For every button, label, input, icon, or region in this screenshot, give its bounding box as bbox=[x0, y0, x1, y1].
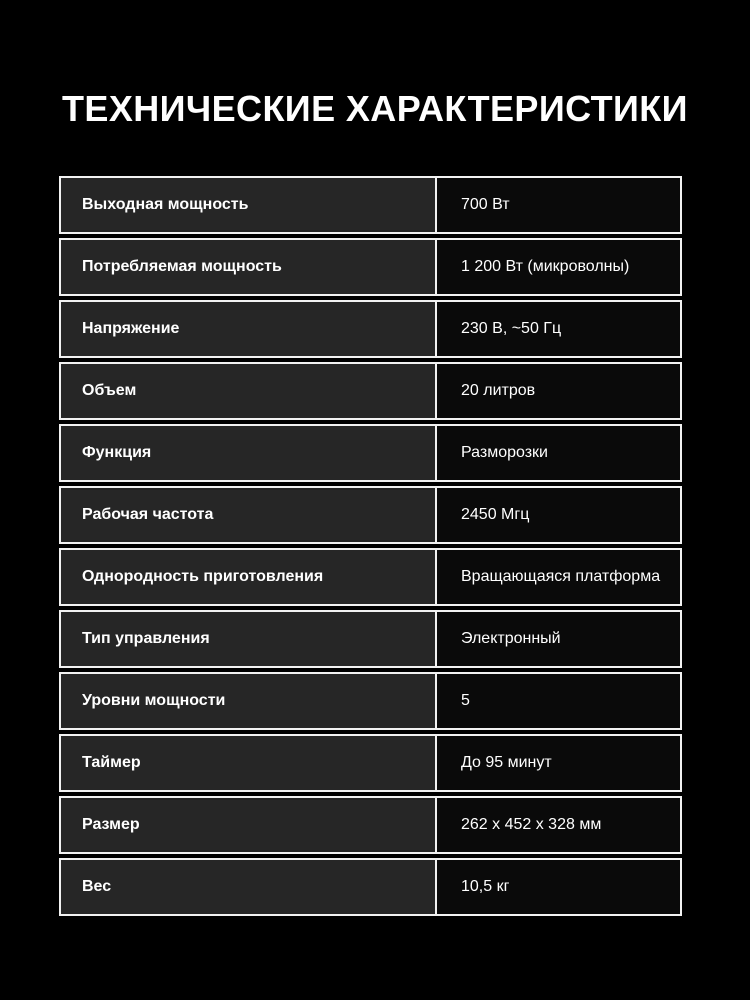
table-row bbox=[59, 672, 682, 730]
table-row bbox=[59, 300, 682, 358]
spec-value: 230 В, ~50 Гц bbox=[461, 320, 562, 337]
table-row bbox=[59, 858, 682, 916]
spec-value-cell bbox=[435, 736, 680, 790]
spec-value-cell bbox=[435, 550, 680, 604]
spec-value-cell bbox=[435, 488, 680, 542]
spec-value-cell bbox=[435, 302, 680, 356]
spec-label: Тип управления bbox=[82, 630, 210, 647]
spec-value-cell bbox=[435, 240, 680, 294]
spec-value: До 95 минут bbox=[461, 754, 552, 771]
spec-value: Вращающаяся платформа bbox=[461, 568, 661, 585]
table-row bbox=[59, 424, 682, 482]
spec-value-cell bbox=[435, 798, 680, 852]
spec-value: 20 литров bbox=[461, 382, 536, 399]
spec-label: Вес bbox=[82, 878, 112, 895]
table-row bbox=[59, 610, 682, 668]
spec-label-cell bbox=[61, 550, 435, 604]
spec-label: Однородность приготовления bbox=[82, 568, 324, 585]
spec-label: Объем bbox=[82, 382, 137, 399]
spec-label-cell bbox=[61, 302, 435, 356]
spec-value: Разморозки bbox=[461, 444, 548, 461]
spec-label-cell bbox=[61, 736, 435, 790]
spec-label: Размер bbox=[82, 816, 140, 833]
spec-value-cell bbox=[435, 860, 680, 914]
spec-value-cell bbox=[435, 612, 680, 666]
spec-table bbox=[59, 176, 682, 916]
spec-value: 700 Вт bbox=[461, 196, 510, 213]
page-title: ТЕХНИЧЕСКИЕ ХАРАКТЕРИСТИКИ bbox=[62, 88, 688, 129]
table-row bbox=[59, 238, 682, 296]
spec-value: Электронный bbox=[461, 630, 561, 647]
table-row bbox=[59, 734, 682, 792]
table-row bbox=[59, 176, 682, 234]
spec-value: 262 х 452 х 328 мм bbox=[461, 816, 602, 833]
spec-value-cell bbox=[435, 364, 680, 418]
table-row bbox=[59, 548, 682, 606]
spec-label: Таймер bbox=[82, 754, 141, 771]
spec-label-cell bbox=[61, 364, 435, 418]
spec-label: Напряжение bbox=[82, 320, 180, 337]
spec-label-cell bbox=[61, 488, 435, 542]
spec-value-cell bbox=[435, 426, 680, 480]
spec-label-cell bbox=[61, 612, 435, 666]
spec-label-cell bbox=[61, 178, 435, 232]
spec-value-cell bbox=[435, 178, 680, 232]
spec-label-cell bbox=[61, 798, 435, 852]
spec-value: 1 200 Вт (микроволны) bbox=[461, 258, 630, 275]
spec-label: Выходная мощность bbox=[82, 196, 249, 213]
spec-label: Потребляемая мощность bbox=[82, 258, 282, 275]
table-row bbox=[59, 362, 682, 420]
spec-label-cell bbox=[61, 240, 435, 294]
spec-label-cell bbox=[61, 860, 435, 914]
spec-label-cell bbox=[61, 674, 435, 728]
spec-label: Функция bbox=[82, 444, 152, 461]
spec-label: Рабочая частота bbox=[82, 506, 214, 523]
table-row bbox=[59, 796, 682, 854]
spec-value-cell bbox=[435, 674, 680, 728]
spec-value: 10,5 кг bbox=[461, 878, 510, 895]
spec-value: 2450 Мгц bbox=[461, 506, 530, 523]
spec-value: 5 bbox=[461, 692, 470, 709]
table-row bbox=[59, 486, 682, 544]
spec-label: Уровни мощности bbox=[82, 692, 226, 709]
spec-label-cell bbox=[61, 426, 435, 480]
